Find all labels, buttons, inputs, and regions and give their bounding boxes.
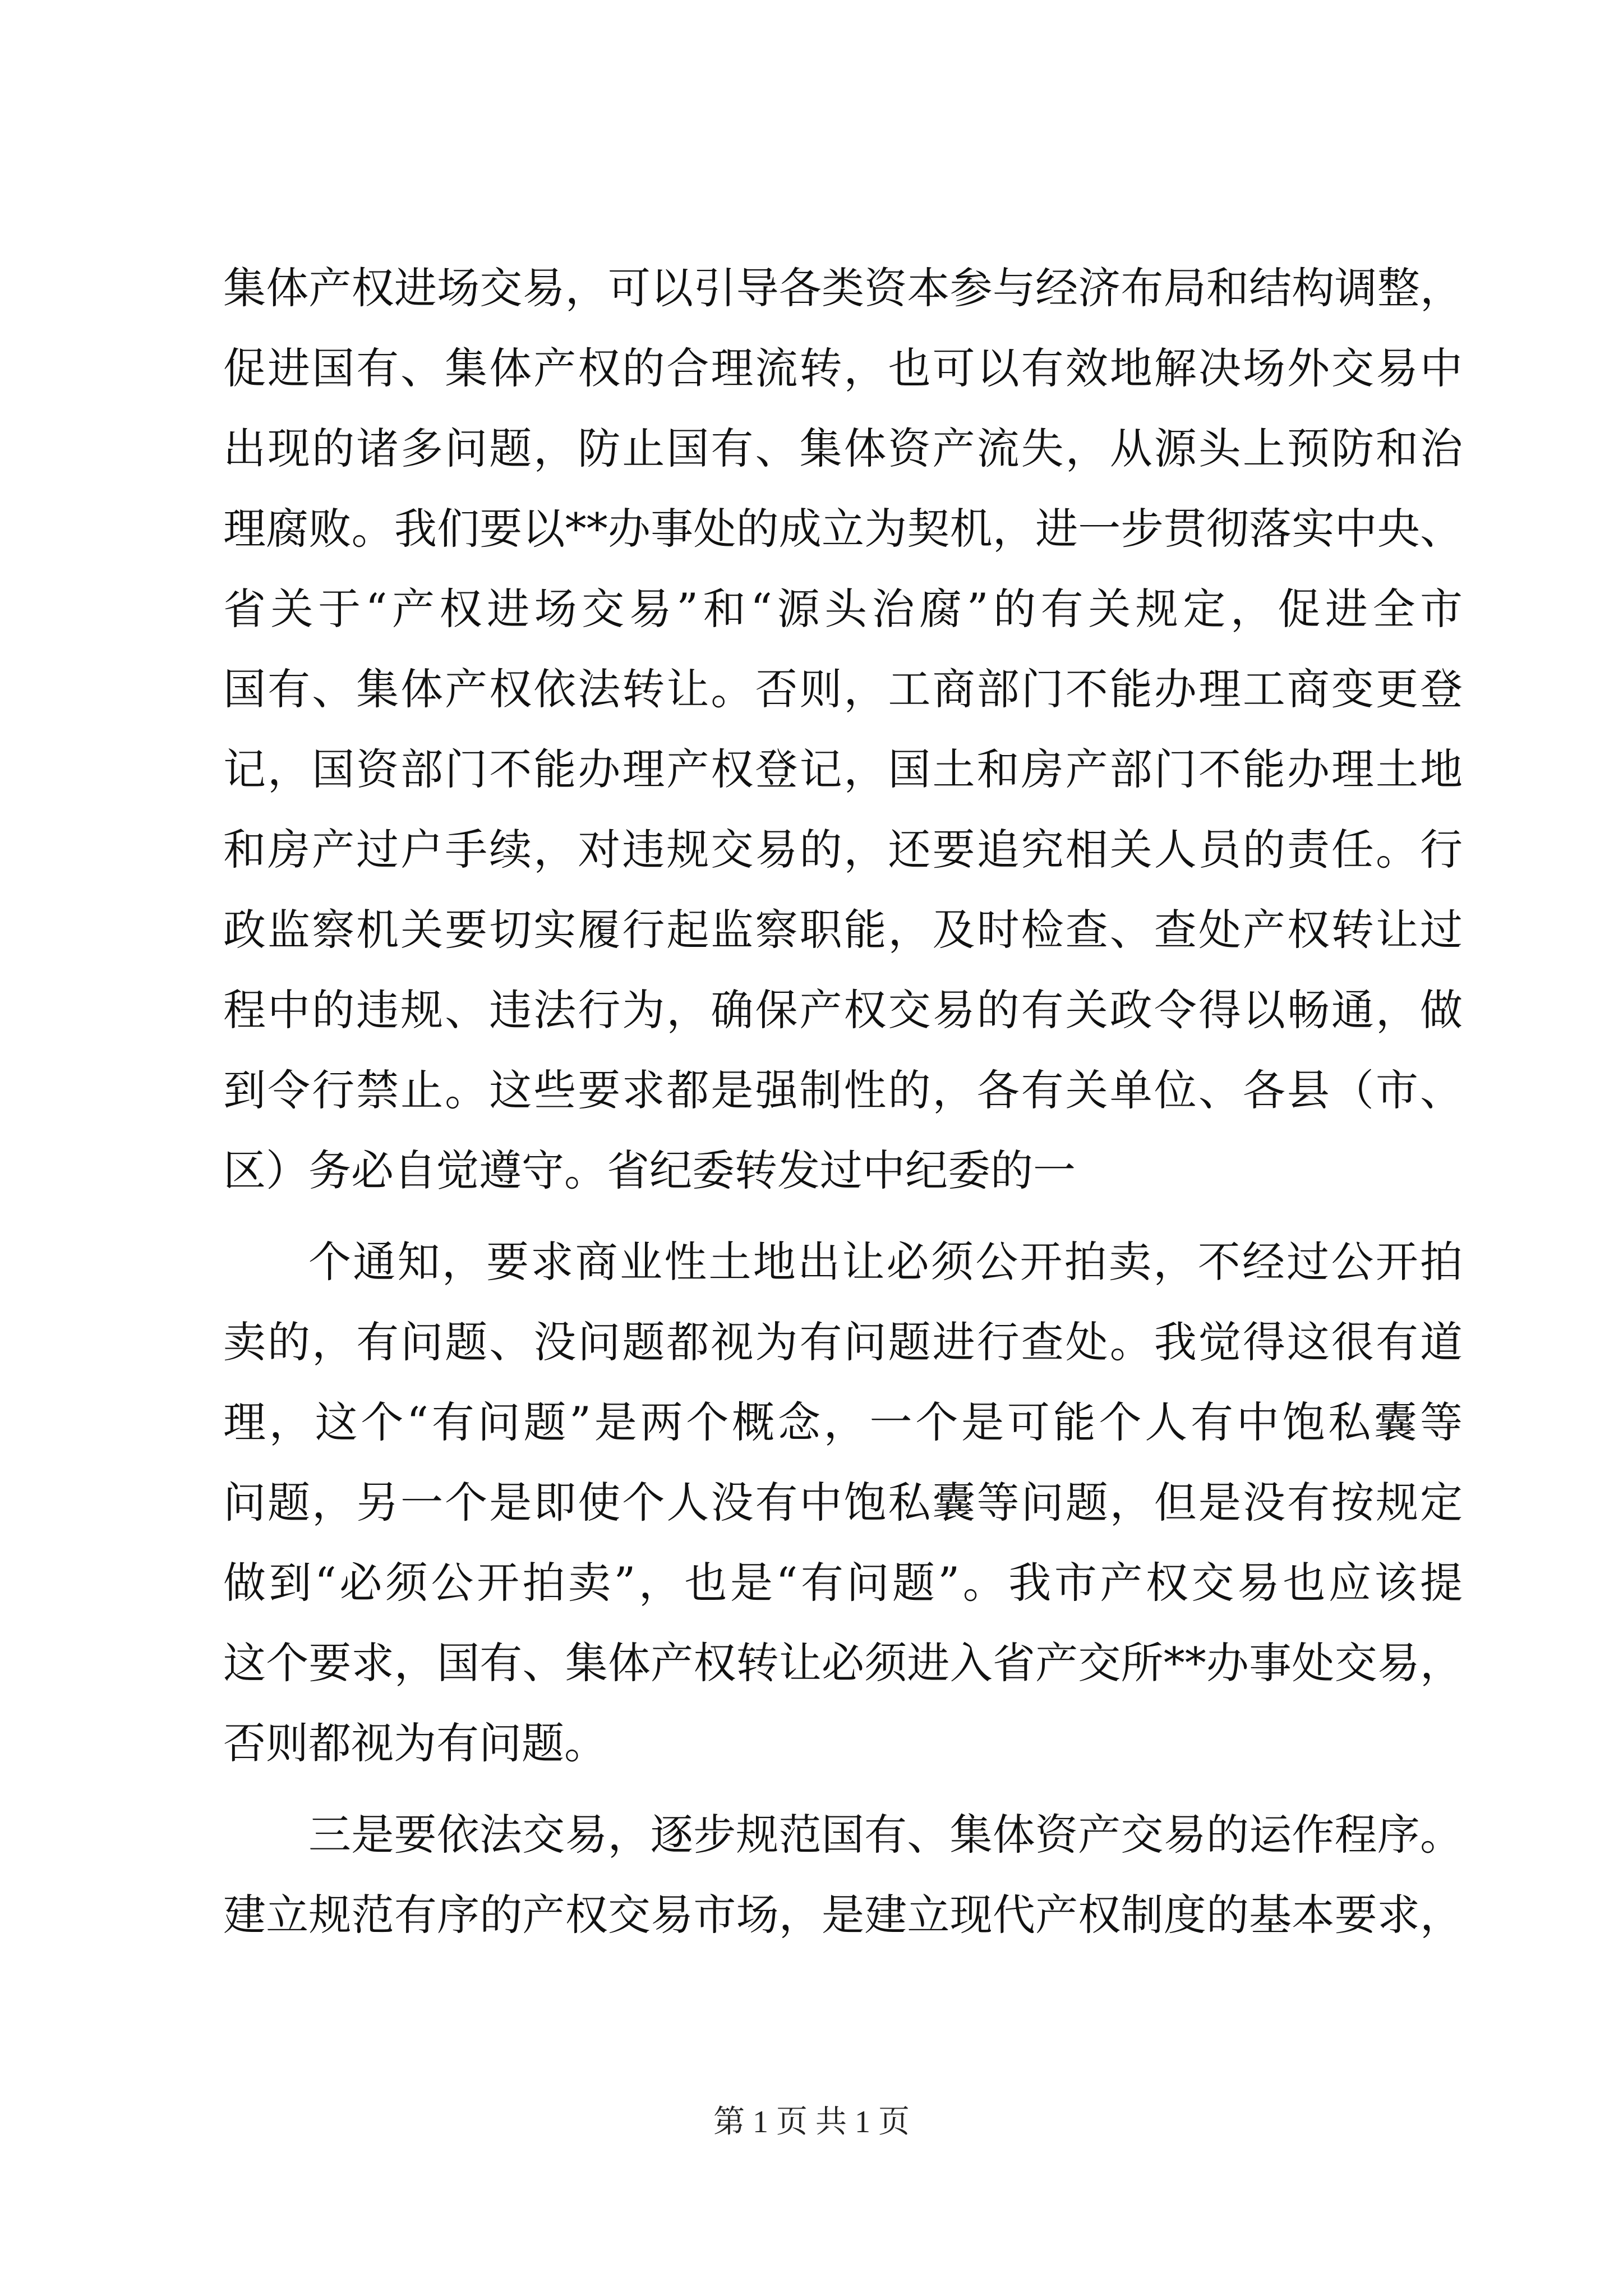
text-line: 省关于“产权进场交易”和“源头治腐”的有关规定，促进全市 bbox=[223, 584, 1463, 634]
text-line: 建立规范有序的产权交易市场，是建立现代产权制度的基本要求， bbox=[223, 1890, 1463, 1940]
text-line: 理，这个“有问题”是两个概念，一个是可能个人有中饱私囊等 bbox=[223, 1397, 1463, 1447]
text-line: 记，国资部门不能办理产权登记，国土和房产部门不能办理土地 bbox=[223, 744, 1463, 794]
page-number-footer: 第 1 页 共 1 页 bbox=[713, 2105, 910, 2139]
text-line: 卖的，有问题、没问题都视为有问题进行查处。我觉得这很有道 bbox=[223, 1317, 1463, 1367]
body-text bbox=[223, 248, 1463, 1955]
text-line: 出现的诸多问题，防止国有、集体资产流失，从源头上预防和治 bbox=[223, 424, 1463, 473]
paragraph bbox=[223, 1795, 1463, 1955]
text-line: 理腐败。我们要以**办事处的成立为契机，进一步贯彻落实中央、 bbox=[223, 504, 1463, 554]
text-line: 个通知，要求商业性土地出让必须公开拍卖，不经过公开拍 bbox=[308, 1237, 1463, 1287]
text-line: 国有、集体产权依法转让。否则，工商部门不能办理工商变更登 bbox=[223, 664, 1463, 714]
text-line: 这个要求，国有、集体产权转让必须进入省产交所**办事处交易， bbox=[223, 1638, 1463, 1688]
text-line: 到令行禁止。这些要求都是强制性的，各有关单位、各县（市、 bbox=[223, 1065, 1463, 1115]
text-line: 问题，另一个是即使个人没有中饱私囊等问题，但是没有按规定 bbox=[223, 1478, 1463, 1527]
text-line: 集体产权进场交易，可以引导各类资本参与经济布局和结构调整， bbox=[223, 263, 1463, 313]
text-line: 程中的违规、违法行为，确保产权交易的有关政令得以畅通，做 bbox=[223, 985, 1463, 1035]
paragraph bbox=[223, 248, 1463, 1211]
text-line: 做到“必须公开拍卖”，也是“有问题”。我市产权交易也应该提 bbox=[223, 1558, 1463, 1608]
text-line: 三是要依法交易，逐步规范国有、集体资产交易的运作程序。 bbox=[308, 1810, 1463, 1860]
paragraph bbox=[223, 1222, 1463, 1783]
text-line: 区）务必自觉遵守。省纪委转发过中纪委的一 bbox=[223, 1145, 1076, 1195]
text-line: 促进国有、集体产权的合理流转，也可以有效地解决场外交易中 bbox=[223, 343, 1463, 393]
text-line: 政监察机关要切实履行起监察职能，及时检查、查处产权转让过 bbox=[223, 905, 1463, 955]
text-line: 和房产过户手续，对违规交易的，还要追究相关人员的责任。行 bbox=[223, 825, 1463, 875]
text-line: 否则都视为有问题。 bbox=[223, 1718, 607, 1768]
